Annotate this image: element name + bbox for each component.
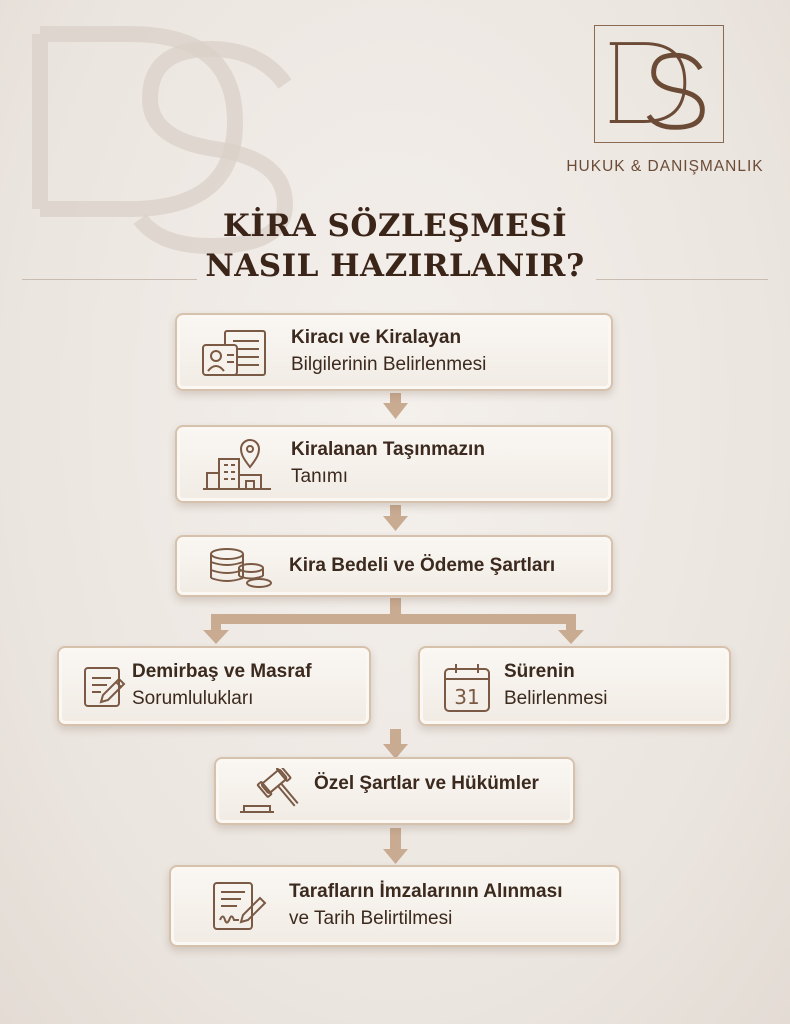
step-label (291, 324, 486, 378)
step-duration (418, 646, 731, 726)
step-subtitle: Bilgilerinin Belirlenmesi (291, 354, 487, 375)
step-label (314, 770, 539, 797)
step-label (504, 658, 607, 712)
step-tenant-landlord-info (175, 313, 613, 391)
step-title: Kira Bedeli ve Ödeme Şartları (289, 555, 556, 576)
step-signatures-date (169, 865, 621, 947)
id-card-icon (201, 327, 273, 379)
title-line-2: NASIL HAZIRLANIR? (205, 248, 585, 284)
edit-document-icon (81, 664, 129, 712)
step-rent-payment-terms (175, 535, 613, 597)
calendar-day: 31 (454, 685, 480, 709)
step-fixtures-expenses (57, 646, 371, 726)
step-subtitle: Belirlenmesi (504, 688, 608, 709)
gavel-icon (238, 768, 308, 816)
step-title: Demirbaş ve Masraf (132, 661, 312, 682)
step-label (289, 878, 562, 932)
calendar-icon (442, 662, 492, 714)
step-subtitle: Tanımı (291, 466, 349, 487)
signed-contract-icon (211, 880, 269, 934)
step-special-terms (214, 757, 575, 825)
building-location-icon (201, 437, 273, 493)
brand-tagline: HUKUK & DANIŞMANLIK (566, 158, 764, 175)
step-title: Özel Şartlar ve Hükümler (314, 773, 539, 794)
step-title: Kiralanan Taşınmazın (291, 439, 485, 460)
step-label (289, 552, 555, 579)
step-title: Sürenin (504, 661, 575, 682)
step-label (291, 436, 485, 490)
step-title: Tarafların İmzalarının Alınması (289, 881, 563, 902)
step-label (132, 658, 312, 712)
coins-icon (207, 546, 273, 590)
step-title: Kiracı ve Kiralayan (291, 327, 462, 348)
step-subtitle: Sorumlulukları (132, 688, 254, 709)
step-subtitle: ve Tarih Belirtilmesi (289, 908, 453, 929)
title-line-1: KİRA SÖZLEŞMESİ (222, 208, 568, 244)
step-property-description (175, 425, 613, 503)
